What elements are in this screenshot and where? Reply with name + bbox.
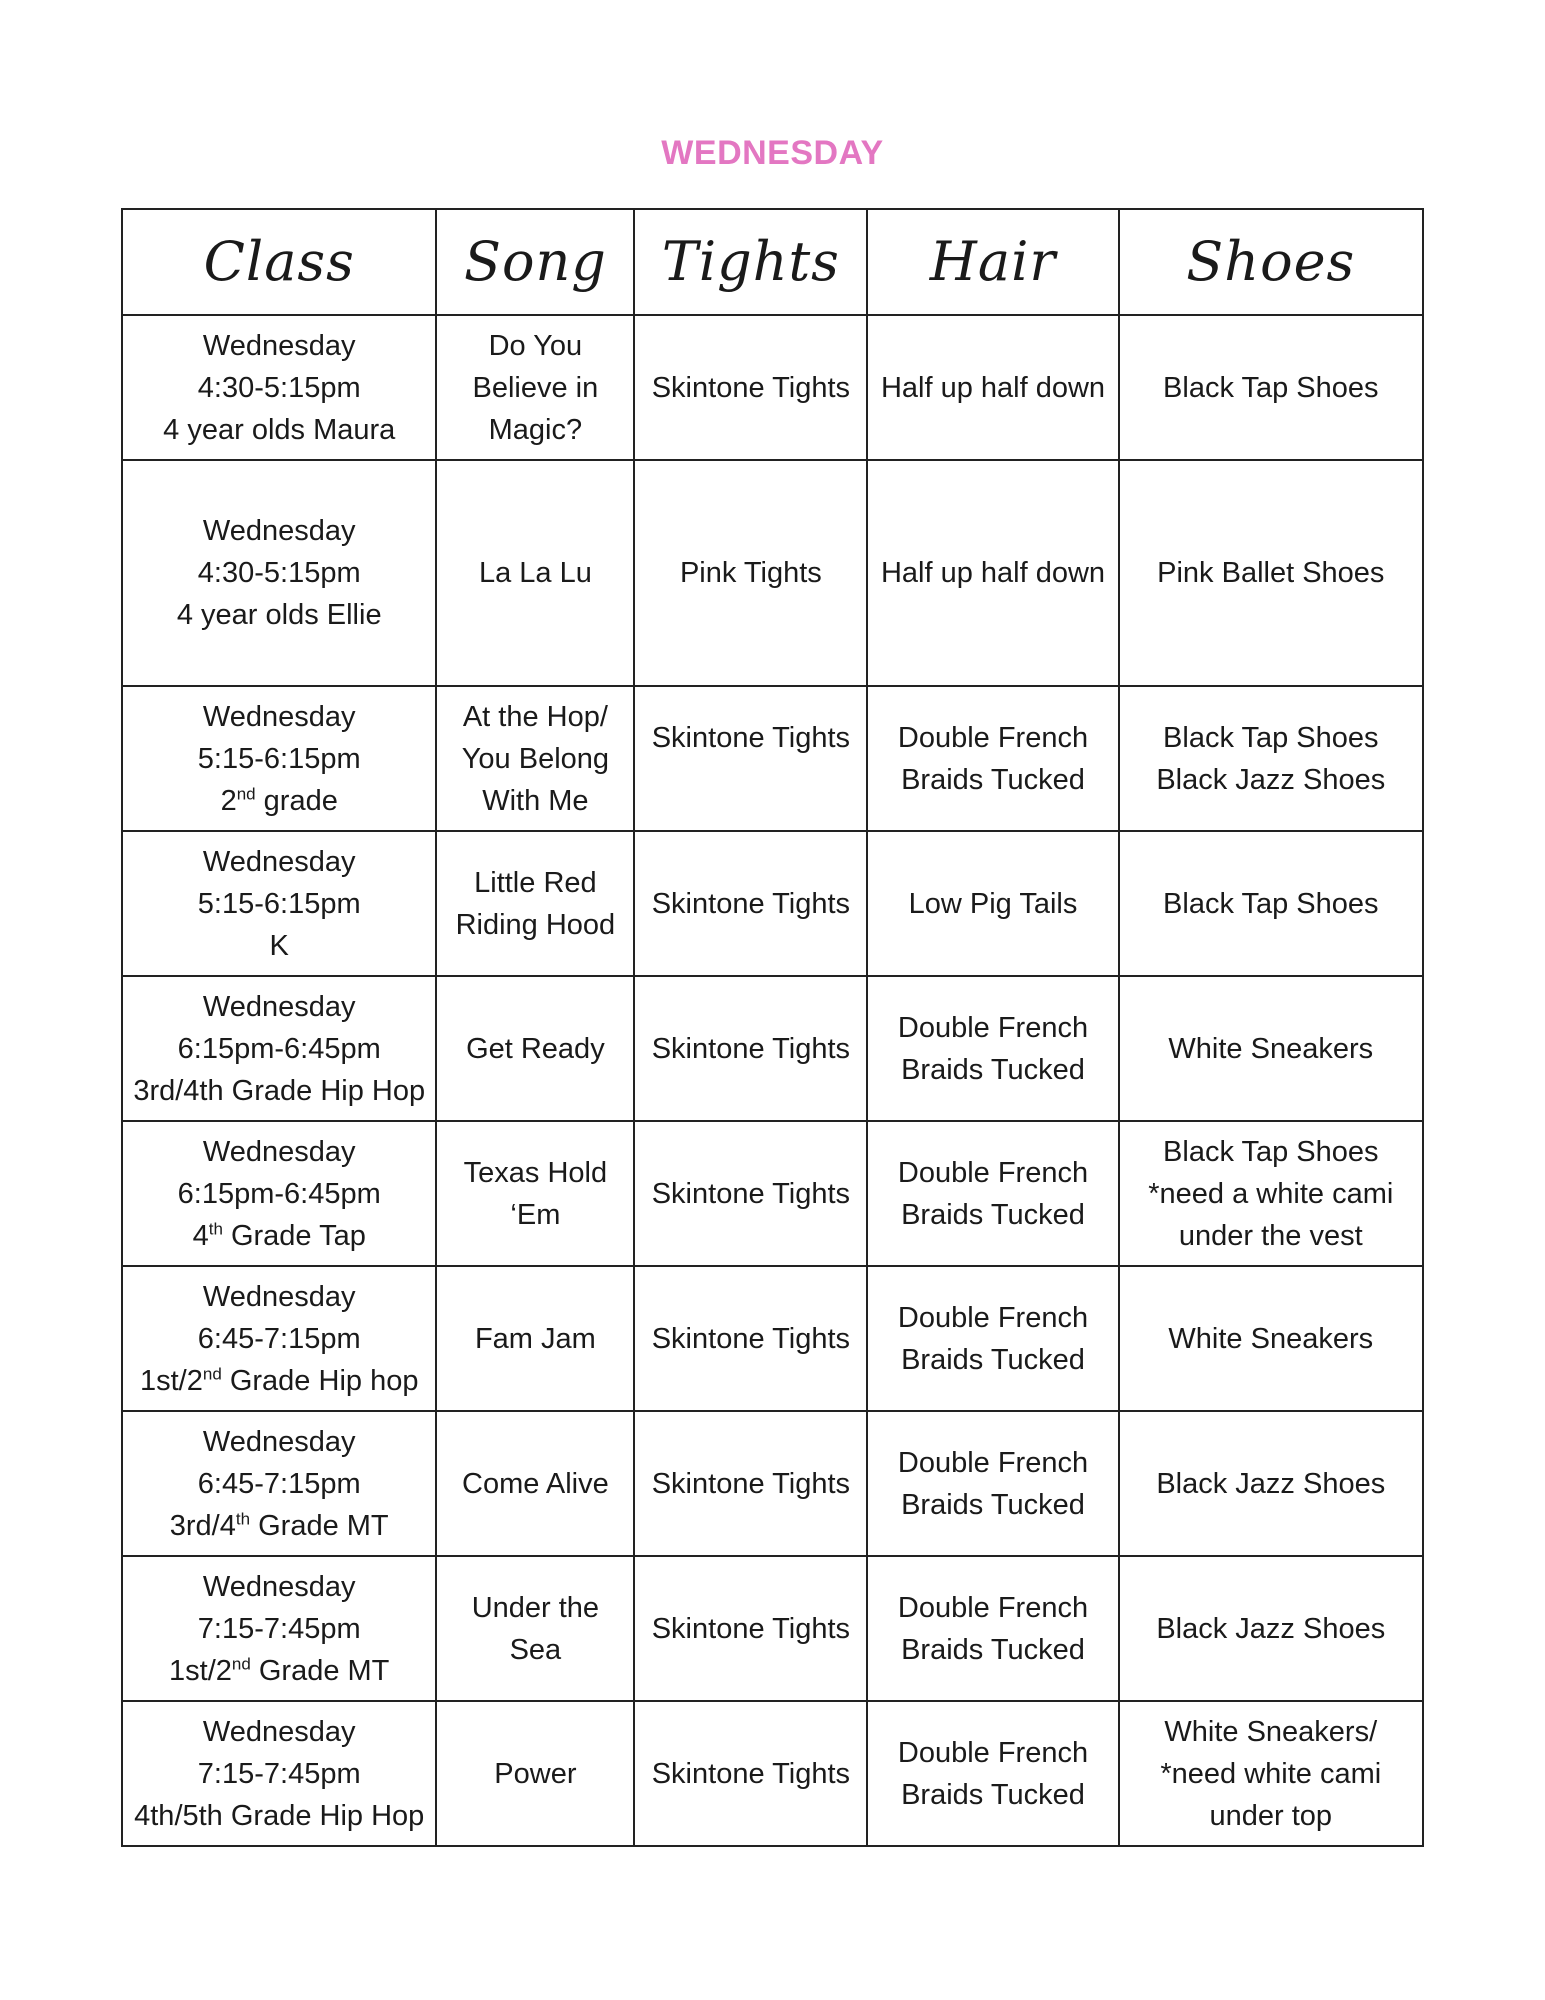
- hair-line: Braids Tucked: [901, 1053, 1085, 1086]
- song-cell: [436, 686, 634, 831]
- page-title: WEDNESDAY: [661, 134, 884, 172]
- shoes-line: Black Jazz Shoes: [1156, 1612, 1386, 1645]
- class-group: [127, 1360, 431, 1402]
- tights-line: [639, 759, 862, 801]
- tights-line: Skintone Tights: [651, 1757, 851, 1790]
- class-time: 6:45-7:15pm: [197, 1467, 361, 1500]
- class-group: [127, 409, 431, 451]
- header-hair: Hair: [867, 209, 1118, 315]
- shoes-line: Black Jazz Shoes: [1156, 1467, 1386, 1500]
- class-cell: [122, 976, 436, 1121]
- shoes-cell: [1119, 1411, 1423, 1556]
- hair-cell: [867, 976, 1118, 1121]
- song-cell: [436, 831, 634, 976]
- shoes-cell: [1119, 1701, 1423, 1846]
- header-tights: Tights: [634, 209, 867, 315]
- table-row: [122, 1556, 1423, 1701]
- shoes-line: White Sneakers: [1168, 1032, 1374, 1065]
- shoes-cell: [1119, 831, 1423, 976]
- class-group-text: 3rd/4th Grade Hip Hop: [133, 1074, 426, 1107]
- class-group-suffix: Grade MT: [250, 1654, 390, 1687]
- table-row: [122, 686, 1423, 831]
- class-day: Wednesday: [202, 990, 356, 1023]
- shoes-cell: [1119, 686, 1423, 831]
- class-cell: [122, 686, 436, 831]
- song-line: You Belong: [461, 742, 610, 775]
- tights-line: Skintone Tights: [651, 1467, 851, 1500]
- shoes-line: Black Tap Shoes: [1163, 371, 1379, 404]
- hair-cell: [867, 1121, 1118, 1266]
- song-line: La La Lu: [478, 557, 592, 589]
- hair-line: Braids Tucked: [901, 763, 1085, 796]
- ordinal-suffix: th: [208, 1218, 223, 1238]
- table-row: [122, 976, 1423, 1121]
- song-line: At the Hop/: [462, 700, 608, 733]
- tights-line: Skintone Tights: [651, 721, 851, 754]
- class-cell: [122, 315, 436, 460]
- song-cell: [436, 1556, 634, 1701]
- tights-cell: [634, 1266, 867, 1411]
- shoes-line: White Sneakers/: [1164, 1715, 1378, 1748]
- class-group: [127, 594, 431, 636]
- hair-line: Half up half down: [880, 371, 1106, 404]
- class-group-suffix: Grade Hip hop: [221, 1364, 419, 1397]
- hair-cell: [867, 1411, 1118, 1556]
- table-row: [122, 315, 1423, 460]
- hair-line: Double French: [897, 1301, 1089, 1334]
- song-cell: [436, 460, 634, 686]
- song-line: ‘Em: [510, 1198, 561, 1231]
- class-day: Wednesday: [202, 329, 356, 362]
- table-row: [122, 1411, 1423, 1556]
- tights-cell: [634, 1556, 867, 1701]
- class-time: 7:15-7:45pm: [197, 1757, 361, 1790]
- tights-line: Skintone Tights: [651, 1612, 851, 1645]
- shoes-cell: [1119, 315, 1423, 460]
- hair-line: Braids Tucked: [901, 1343, 1085, 1376]
- tights-line: Skintone Tights: [651, 1177, 851, 1210]
- table-row: [122, 1701, 1423, 1846]
- class-cell: [122, 1411, 436, 1556]
- shoes-cell: [1119, 1556, 1423, 1701]
- class-group: [127, 1215, 431, 1257]
- tights-cell: [634, 976, 867, 1121]
- hair-line: Double French: [897, 1446, 1089, 1479]
- hair-line: Braids Tucked: [901, 1488, 1085, 1521]
- class-cell: [122, 1121, 436, 1266]
- shoes-cell: [1119, 460, 1423, 686]
- class-group-text: 1st/2: [139, 1364, 203, 1397]
- song-cell: [436, 1411, 634, 1556]
- hair-cell: [867, 831, 1118, 976]
- tights-line: Pink Tights: [679, 557, 822, 589]
- hair-line: Double French: [897, 721, 1089, 754]
- class-group-text: 3rd/4: [169, 1509, 236, 1542]
- class-group-text: 4th/5th Grade Hip Hop: [134, 1799, 425, 1832]
- class-cell: [122, 831, 436, 976]
- class-day: Wednesday: [202, 1280, 356, 1313]
- class-day: Wednesday: [202, 700, 356, 733]
- class-group: [127, 1795, 431, 1837]
- class-group-text: 4 year olds Maura: [163, 413, 396, 446]
- tights-cell: [634, 1701, 867, 1846]
- table-row: [122, 460, 1423, 686]
- hair-line: Double French: [897, 1156, 1089, 1189]
- hair-cell: [867, 1266, 1118, 1411]
- class-group: [127, 1650, 431, 1692]
- class-group: [127, 1070, 431, 1112]
- class-group-text: 4: [192, 1219, 209, 1252]
- shoes-cell: [1119, 1121, 1423, 1266]
- hair-line: Double French: [897, 1011, 1089, 1044]
- class-time: 4:30-5:15pm: [197, 371, 361, 404]
- class-group: [127, 925, 431, 967]
- song-cell: [436, 1121, 634, 1266]
- ordinal-suffix: nd: [236, 783, 256, 803]
- song-line: Texas Hold: [463, 1156, 608, 1189]
- ordinal-suffix: nd: [231, 1653, 251, 1673]
- tights-line: Skintone Tights: [651, 1032, 851, 1065]
- class-group-suffix: grade: [255, 784, 338, 817]
- song-line: Sea: [509, 1633, 562, 1666]
- hair-cell: [867, 686, 1118, 831]
- class-day: Wednesday: [202, 515, 356, 547]
- song-line: Fam Jam: [474, 1322, 596, 1355]
- shoes-line: Black Tap Shoes: [1163, 887, 1379, 920]
- tights-cell: [634, 1411, 867, 1556]
- shoes-cell: [1119, 976, 1423, 1121]
- class-time: 7:15-7:45pm: [197, 1612, 361, 1645]
- class-day: Wednesday: [202, 1570, 356, 1603]
- class-group-text: 2: [220, 784, 237, 817]
- tights-cell: [634, 831, 867, 976]
- table-row: [122, 1121, 1423, 1266]
- hair-cell: [867, 1556, 1118, 1701]
- class-group-text: 1st/2: [169, 1654, 232, 1687]
- class-group: [127, 1505, 431, 1547]
- shoes-line: White Sneakers: [1168, 1322, 1374, 1355]
- song-line: Come Alive: [462, 1467, 609, 1500]
- class-group-text: 4 year olds Ellie: [176, 599, 382, 631]
- tights-cell: [634, 686, 867, 831]
- hair-line: Braids Tucked: [901, 1778, 1085, 1811]
- header-class: Class: [122, 209, 436, 315]
- shoes-line: under top: [1209, 1799, 1333, 1832]
- song-line: Little Red: [474, 866, 597, 899]
- class-cell: [122, 1556, 436, 1701]
- class-day: Wednesday: [202, 1425, 356, 1458]
- class-day: Wednesday: [202, 1135, 356, 1168]
- class-group-suffix: Grade MT: [250, 1509, 389, 1542]
- song-line: Riding Hood: [455, 908, 616, 941]
- schedule-body: [122, 315, 1423, 1846]
- tights-line: Skintone Tights: [651, 1322, 851, 1355]
- table-row: [122, 831, 1423, 976]
- shoes-line: Black Tap Shoes: [1163, 1135, 1379, 1168]
- hair-line: Low Pig Tails: [908, 887, 1078, 920]
- class-time: 6:15pm-6:45pm: [177, 1032, 381, 1065]
- hair-cell: [867, 460, 1118, 686]
- class-time: 4:30-5:15pm: [197, 557, 361, 589]
- shoes-line: Pink Ballet Shoes: [1157, 557, 1385, 589]
- class-cell: [122, 1701, 436, 1846]
- class-day: Wednesday: [202, 1715, 356, 1748]
- song-line: Magic?: [488, 413, 583, 446]
- table-row: [122, 1266, 1423, 1411]
- song-line: Get Ready: [466, 1032, 605, 1065]
- song-cell: [436, 976, 634, 1121]
- shoes-line: Black Tap Shoes: [1163, 721, 1379, 754]
- song-line: Believe in: [472, 371, 599, 404]
- hair-line: Double French: [897, 1591, 1089, 1624]
- tights-line: Skintone Tights: [651, 371, 851, 404]
- schedule-table: [121, 208, 1424, 1847]
- song-line: Power: [494, 1757, 577, 1790]
- song-line: Under the: [471, 1591, 600, 1624]
- shoes-line: *need a white cami: [1148, 1177, 1394, 1210]
- song-line: Do You: [488, 329, 583, 362]
- ordinal-suffix: th: [235, 1508, 251, 1528]
- class-group: [127, 780, 431, 822]
- class-group-text: K: [269, 929, 289, 962]
- class-time: 5:15-6:15pm: [197, 887, 361, 920]
- tights-cell: [634, 1121, 867, 1266]
- ordinal-suffix: nd: [202, 1363, 222, 1383]
- class-time: 6:45-7:15pm: [197, 1322, 361, 1355]
- hair-line: Braids Tucked: [901, 1633, 1085, 1666]
- class-cell: [122, 460, 436, 686]
- hair-line: Double French: [897, 1736, 1089, 1769]
- shoes-line: under the vest: [1178, 1219, 1363, 1252]
- class-time: 5:15-6:15pm: [197, 742, 361, 775]
- class-day: Wednesday: [202, 845, 356, 878]
- song-cell: [436, 1701, 634, 1846]
- tights-line: Skintone Tights: [651, 887, 851, 920]
- shoes-line: Black Jazz Shoes: [1156, 763, 1386, 796]
- song-line: With Me: [482, 784, 589, 817]
- hair-line: Braids Tucked: [901, 1198, 1085, 1231]
- hair-line: Half up half down: [880, 557, 1106, 589]
- class-cell: [122, 1266, 436, 1411]
- class-time: 6:15pm-6:45pm: [177, 1177, 381, 1210]
- hair-cell: [867, 315, 1118, 460]
- song-cell: [436, 315, 634, 460]
- tights-cell: [634, 460, 867, 686]
- header-song: Song: [436, 209, 634, 315]
- tights-cell: [634, 315, 867, 460]
- class-group-suffix: Grade Tap: [222, 1219, 366, 1252]
- song-cell: [436, 1266, 634, 1411]
- shoes-line: *need white cami: [1160, 1757, 1382, 1790]
- header-row: [122, 209, 1423, 315]
- header-shoes: Shoes: [1119, 209, 1423, 315]
- hair-cell: [867, 1701, 1118, 1846]
- shoes-cell: [1119, 1266, 1423, 1411]
